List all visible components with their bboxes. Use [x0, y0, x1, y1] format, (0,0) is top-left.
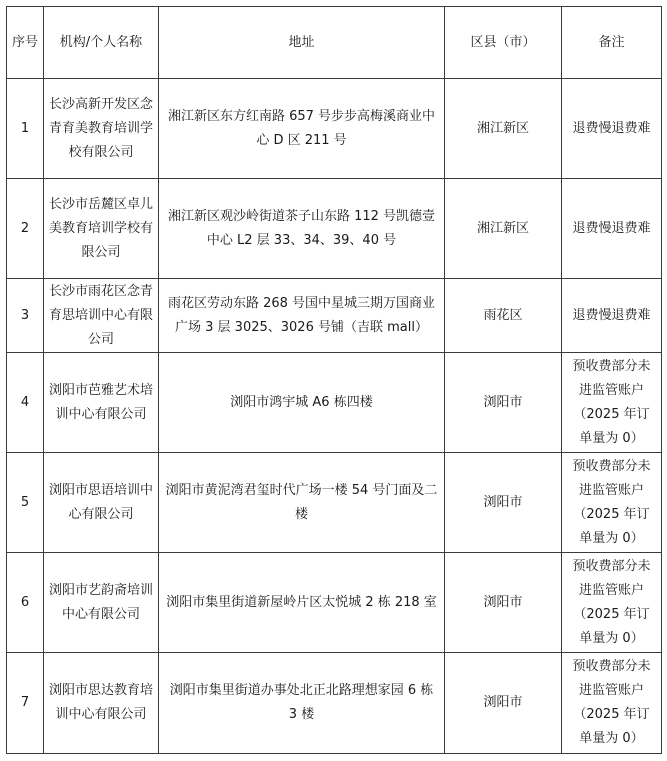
- table-row: [7, 279, 662, 353]
- table-header-row: [7, 7, 662, 79]
- row-name: 浏阳市思达教育培训中心有限公司: [44, 653, 159, 754]
- table-row: [7, 79, 662, 179]
- row-district: 浏阳市: [445, 353, 562, 453]
- row-index: 1: [7, 79, 44, 179]
- row-district: 浏阳市: [445, 553, 562, 653]
- row-note: 退费慢退费难: [562, 79, 662, 179]
- row-district: 湘江新区: [445, 79, 562, 179]
- row-note: 退费慢退费难: [562, 179, 662, 279]
- table-row: [7, 353, 662, 453]
- row-index: 7: [7, 653, 44, 754]
- header-index: 序号: [7, 7, 44, 79]
- header-name: 机构/个人名称: [44, 7, 159, 79]
- row-note: 预收费部分未进监管账户（2025 年订单量为 0）: [562, 553, 662, 653]
- row-address: 雨花区劳动东路 268 号国中星城三期万国商业广场 3 层 3025、3026 号铺（吉联 mall）: [159, 279, 445, 353]
- row-address: 湘江新区观沙岭街道茶子山东路 112 号凯德壹中心 L2 层 33、34、39、40 号: [159, 179, 445, 279]
- row-index: 4: [7, 353, 44, 453]
- row-address: 浏阳市集里街道新屋岭片区太悦城 2 栋 218 室: [159, 553, 445, 653]
- row-index: 3: [7, 279, 44, 353]
- table-row: [7, 553, 662, 653]
- row-note: 预收费部分未进监管账户（2025 年订单量为 0）: [562, 653, 662, 754]
- row-address: 湘江新区东方红南路 657 号步步高梅溪商业中心 D 区 211 号: [159, 79, 445, 179]
- row-name: 长沙高新开发区念青育美教育培训学校有限公司: [44, 79, 159, 179]
- row-district: 雨花区: [445, 279, 562, 353]
- row-name: 浏阳市芭雅艺术培训中心有限公司: [44, 353, 159, 453]
- row-name: 长沙市雨花区念青育思培训中心有限公司: [44, 279, 159, 353]
- row-index: 5: [7, 453, 44, 553]
- header-address: 地址: [159, 7, 445, 79]
- row-name: 浏阳市思语培训中心有限公司: [44, 453, 159, 553]
- header-district: 区县（市）: [445, 7, 562, 79]
- row-district: 浏阳市: [445, 453, 562, 553]
- table-row: [7, 179, 662, 279]
- row-district: 浏阳市: [445, 653, 562, 754]
- row-index: 2: [7, 179, 44, 279]
- row-district: 湘江新区: [445, 179, 562, 279]
- header-note: 备注: [562, 7, 662, 79]
- table-row: [7, 653, 662, 754]
- institution-table: [6, 6, 662, 754]
- row-index: 6: [7, 553, 44, 653]
- row-note: 预收费部分未进监管账户（2025 年订单量为 0）: [562, 453, 662, 553]
- row-name: 长沙市岳麓区卓儿美教育培训学校有限公司: [44, 179, 159, 279]
- row-address: 浏阳市黄泥湾君玺时代广场一楼 54 号门面及二楼: [159, 453, 445, 553]
- table-row: [7, 453, 662, 553]
- row-note: 退费慢退费难: [562, 279, 662, 353]
- row-note: 预收费部分未进监管账户（2025 年订单量为 0）: [562, 353, 662, 453]
- row-address: 浏阳市集里街道办事处北正北路理想家园 6 栋 3 楼: [159, 653, 445, 754]
- row-address: 浏阳市鸿宇城 A6 栋四楼: [159, 353, 445, 453]
- row-name: 浏阳市艺韵斋培训中心有限公司: [44, 553, 159, 653]
